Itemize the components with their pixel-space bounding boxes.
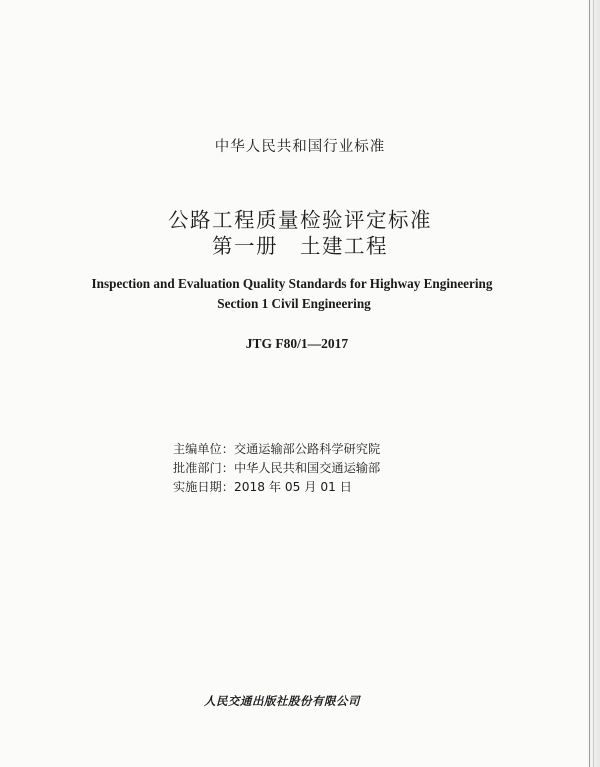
meta-row-approver bbox=[173, 459, 380, 478]
document-title-en: Inspection and Evaluation Quality Standards for Highway Engineering bbox=[91, 276, 493, 291]
meta-label: 实施日期： bbox=[173, 480, 234, 494]
document-subtitle-en: Section 1 Civil Engineering bbox=[217, 296, 371, 311]
subtitle-cn-name: 土建工程 bbox=[300, 234, 388, 258]
subtitle-cn-part: 第一册 bbox=[212, 234, 278, 258]
meta-label: 批准部门： bbox=[173, 461, 234, 475]
document-metadata bbox=[173, 440, 380, 497]
meta-row-editor bbox=[173, 440, 380, 459]
meta-value: 2018 年 05 月 01 日 bbox=[233, 480, 352, 494]
meta-row-effective-date bbox=[173, 478, 380, 497]
meta-value: 交通运输部公路科学研究院 bbox=[233, 442, 381, 456]
scan-edge-line-secondary bbox=[593, 0, 594, 767]
meta-value: 中华人民共和国交通运输部 bbox=[233, 461, 381, 475]
document-title-cn: 公路工程质量检验评定标准 bbox=[168, 208, 432, 232]
meta-label: 主编单位： bbox=[173, 442, 234, 456]
publisher-name: 人民交通出版社股份有限公司 bbox=[204, 694, 360, 708]
document-subtitle-cn bbox=[0, 229, 600, 259]
standard-code: JTG F80/1—2017 bbox=[245, 336, 349, 351]
scan-edge-line bbox=[589, 0, 590, 767]
standard-series-label: 中华人民共和国行业标准 bbox=[214, 139, 386, 155]
